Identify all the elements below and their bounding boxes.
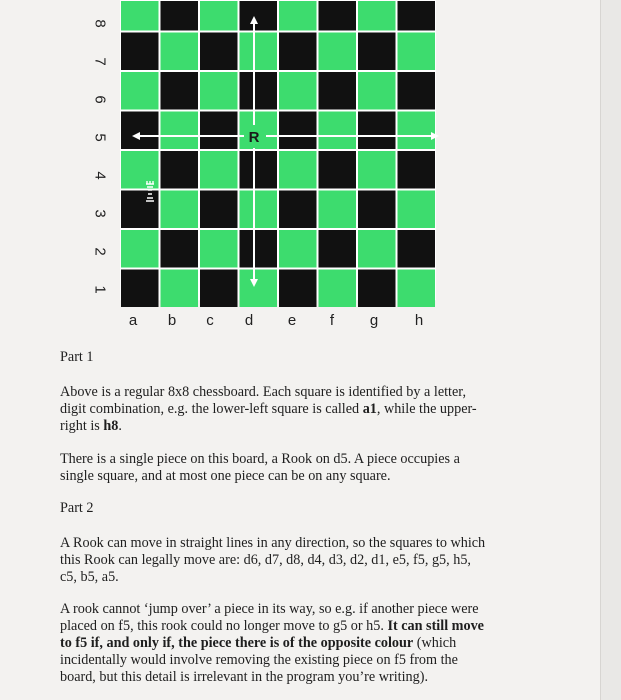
board-squares: [120, 0, 436, 307]
square-g5: [358, 112, 396, 150]
square-e4: [279, 151, 317, 189]
part2-heading: Part 2: [60, 500, 94, 516]
square-c8: [200, 1, 238, 31]
square-d6: [240, 72, 278, 110]
rank-label-3: 3: [91, 209, 109, 218]
square-c7: [200, 33, 238, 71]
square-h8: [398, 1, 436, 31]
p2-text-2: (which incidentally would involve removing the existing piece on f5 from the board, but this detail is irrelevant in the program you’re writing).: [60, 635, 458, 685]
square-d4: [240, 151, 278, 189]
rook-piece-label: R: [248, 129, 260, 146]
square-g7: [358, 33, 396, 71]
rank-label-8: 8: [91, 19, 109, 28]
square-h3: [398, 191, 436, 229]
square-g1: [358, 270, 396, 308]
part2-paragraph-1: A Rook can move in straight lines in any direction, so the squares to which this Rook can legally move are: d6, d7, d8, d4, d3, d2, d1, e5, f5, g5, h5, c5, b5, a5.: [60, 535, 486, 585]
square-f3: [319, 191, 357, 229]
file-label-c: c: [206, 312, 214, 329]
square-b6: [161, 72, 199, 110]
rank-label-4: 4: [91, 171, 109, 180]
p1-text-3: .: [118, 418, 122, 434]
p2-text-1: A rook cannot ‘jump over’ a piece in its way, so e.g. if another piece were placed on f5, this rook could no longer move to g5 or h5.: [60, 601, 479, 634]
square-e2: [279, 230, 317, 268]
square-a1: [121, 270, 159, 308]
square-d8: [240, 1, 278, 31]
square-a3: [121, 191, 159, 229]
square-h5: [398, 112, 436, 150]
rank-label-5: 5: [91, 133, 109, 142]
square-h7: [398, 33, 436, 71]
file-label-a: a: [128, 312, 138, 329]
square-h1: [398, 270, 436, 308]
square-h4: [398, 151, 436, 189]
square-f5: [319, 112, 357, 150]
square-f4: [319, 151, 357, 189]
file-label-e: e: [287, 312, 297, 329]
square-f2: [319, 230, 357, 268]
square-f8: [319, 1, 357, 31]
chessboard: [0, 0, 600, 320]
square-c1: [200, 270, 238, 308]
square-d2: [240, 230, 278, 268]
square-g2: [358, 230, 396, 268]
square-h6: [398, 72, 436, 110]
square-c6: [200, 72, 238, 110]
square-b7: [161, 33, 199, 71]
square-b4: [161, 151, 199, 189]
rank-label-2: 2: [91, 247, 109, 256]
square-g3: [358, 191, 396, 229]
square-b3: [161, 191, 199, 229]
square-b2: [161, 230, 199, 268]
p1-text-1: Above is a regular 8x8 chessboard. Each square is identified by a letter, digit combination, e.g. the lower-left square is called: [60, 384, 466, 417]
p1-bold-h8: h8: [103, 418, 119, 434]
file-label-g: g: [369, 312, 379, 329]
square-c3: [200, 191, 238, 229]
square-a6: [121, 72, 159, 110]
p2-bold-rule: It can still move to f5 if, and only if, the piece there is of the opposite colour: [60, 618, 484, 651]
square-f6: [319, 72, 357, 110]
file-label-d: d: [244, 312, 254, 329]
square-a5: [121, 112, 159, 150]
square-c2: [200, 230, 238, 268]
file-label-h: h: [414, 312, 424, 329]
rank-label-1: 1: [91, 285, 109, 294]
square-e5: [279, 112, 317, 150]
square-d1: [240, 270, 278, 308]
square-e1: [279, 270, 317, 308]
part1-paragraph-2: There is a single piece on this board, a Rook on d5. A piece occupies a single square, and at most one piece can be on any square.: [60, 451, 460, 484]
square-f7: [319, 33, 357, 71]
p1-bold-a1: a1: [362, 401, 377, 417]
square-d7: [240, 33, 278, 71]
square-g4: [358, 151, 396, 189]
square-e7: [279, 33, 317, 71]
file-label-b: b: [167, 312, 177, 329]
square-b5: [161, 112, 199, 150]
file-label-f: f: [329, 312, 335, 329]
p1-text-2: , while the upper-right is: [60, 401, 477, 434]
rank-label-7: 7: [91, 57, 109, 66]
square-e6: [279, 72, 317, 110]
square-f1: [319, 270, 357, 308]
square-a7: [121, 33, 159, 71]
square-e8: [279, 1, 317, 31]
square-e3: [279, 191, 317, 229]
square-b1: [161, 270, 199, 308]
square-h2: [398, 230, 436, 268]
part1-paragraph-1: [60, 384, 490, 435]
square-d3: [240, 191, 278, 229]
square-c4: [200, 151, 238, 189]
part1-heading: Part 1: [60, 349, 94, 365]
square-g8: [358, 1, 396, 31]
square-c5: [200, 112, 238, 150]
square-g6: [358, 72, 396, 110]
square-a8: [121, 1, 159, 31]
part2-paragraph-2: [60, 601, 490, 686]
square-b8: [161, 1, 199, 31]
square-a2: [121, 230, 159, 268]
rank-label-6: 6: [91, 95, 109, 104]
